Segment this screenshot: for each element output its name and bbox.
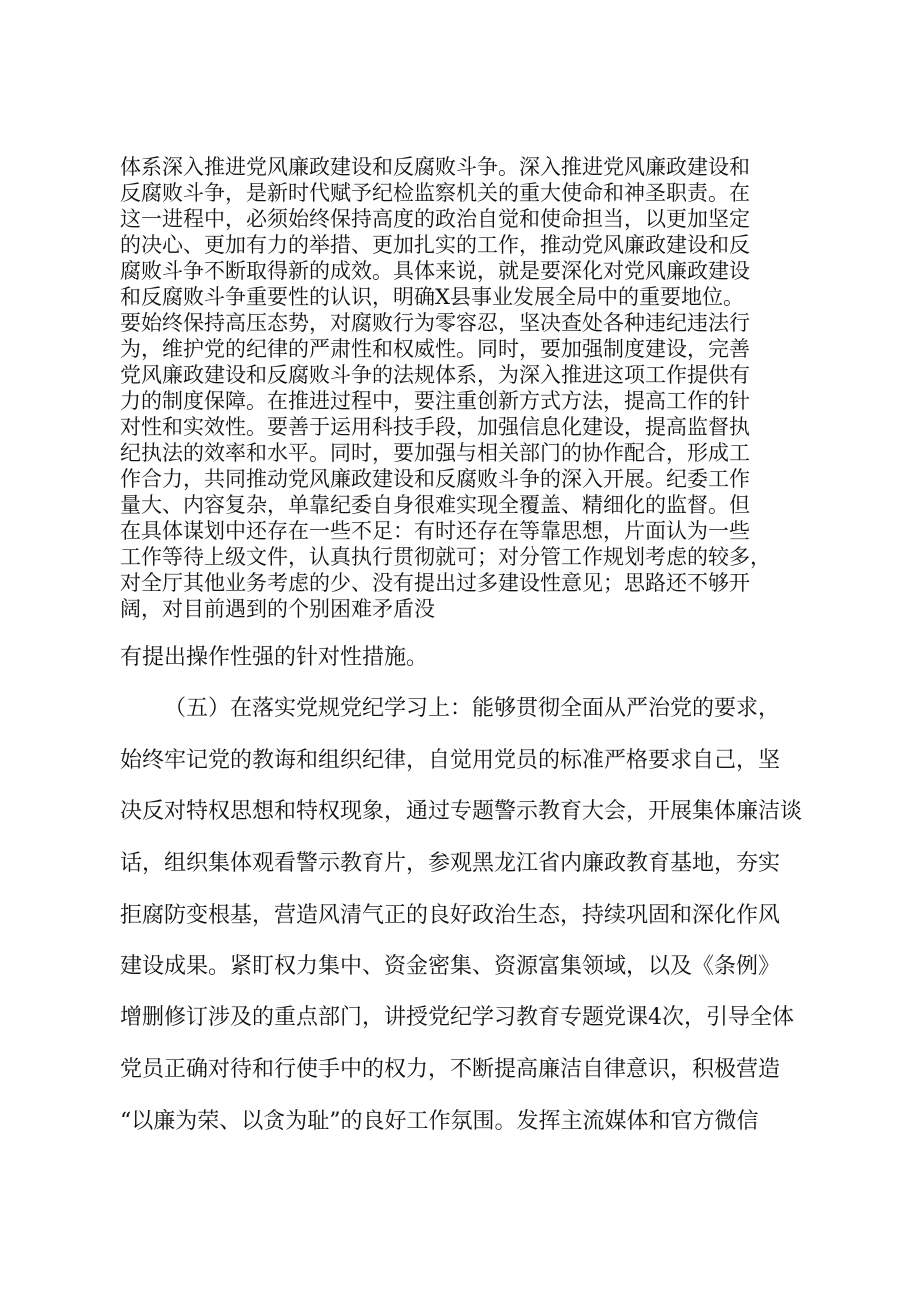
paragraph-line: 对全厅其他业务考虑的少、没有提出过多建设性意见；思路还不够开 xyxy=(120,571,750,595)
paragraph-line: 力的制度保障。在推进过程中，要注重创新方式方法，提高工作的针 xyxy=(120,389,750,413)
paragraph-line: 在具体谋划中还存在一些不足：有时还存在等靠思想，片面认为一些 xyxy=(120,519,750,543)
paragraph-line: 要始终保持高压态势，对腐败行为零容忍，坚决查处各种违纪违法行 xyxy=(120,311,750,335)
paragraph-line: 对性和实效性。要善于运用科技手段，加强信息化建设，提高监督执 xyxy=(120,415,750,439)
paragraph-line: 量大、内容复杂，单靠纪委自身很难实现全覆盖、精细化的监督。但 xyxy=(120,493,750,517)
paragraph-line: 工作等待上级文件，认真执行贯彻就可；对分管工作规划考虑的较多， xyxy=(120,545,771,569)
paragraph-line: 反腐败斗争，是新时代赋予纪检监察机关的重大使命和神圣职责。在 xyxy=(120,181,750,205)
paragraph-line: 纪执法的效率和水平。同时，要加强与相关部门的协作配合，形成工 xyxy=(120,441,750,465)
paragraph-line: 党风廉政建设和反腐败斗争的法规体系，为深入推进这项工作提供有 xyxy=(120,363,750,387)
paragraph-line: 阔，对目前遇到的个别困难矛盾没 xyxy=(120,597,435,621)
paragraph-line: 的决心、更加有力的举措、更加扎实的工作，推动党风廉政建设和反 xyxy=(120,233,750,257)
paragraph-line: 党员正确对待和行使手中的权力，不断提高廉洁自律意识，积极营造 xyxy=(120,1057,781,1082)
paragraph-line: 建设成果。紧盯权力集中、资金密集、资源富集领域，以及《条例》 xyxy=(120,954,781,979)
paragraph-line: 为，维护党的纪律的严肃性和权威性。同时，要加强制度建设，完善 xyxy=(120,337,750,361)
section-heading-line: （五）在落实党规党纪学习上：能够贯彻全面从严治党的要求， xyxy=(164,696,781,721)
paragraph-line: 作合力，共同推动党风廉政建设和反腐败斗争的深入开展。纪委工作 xyxy=(120,467,750,491)
paragraph-line: 话，组织集体观看警示教育片，参观黑龙江省内廉政教育基地，夯实 xyxy=(120,851,781,876)
paragraph-line: 这一进程中，必须始终保持高度的政治自觉和使命担当，以更加坚定 xyxy=(120,207,750,231)
paragraph-line: 始终牢记党的教诲和组织纪律，自觉用党员的标准严格要求自己，坚 xyxy=(120,748,781,773)
paragraph-line: 腐败斗争不断取得新的成效。具体来说，就是要深化对党风廉政建设 xyxy=(120,259,750,283)
paragraph-line: 拒腐防变根基，营造风清气正的良好政治生态，持续巩固和深化作风 xyxy=(120,903,781,928)
paragraph-line: 和反腐败斗争重要性的认识，明确X县事业发展全局中的重要地位。 xyxy=(120,285,744,309)
paragraph-line: 体系深入推进党风廉政建设和反腐败斗争。深入推进党风廉政建设和 xyxy=(120,155,750,179)
paragraph-line: 增删修订涉及的重点部门，讲授党纪学习教育专题党课4次，引导全体 xyxy=(120,1005,794,1030)
paragraph-line: “以廉为荣、以贪为耻”的良好工作氛围。发挥主流媒体和官方微信 xyxy=(120,1109,759,1134)
continuation-line: 有提出操作性强的针对性措施。 xyxy=(120,645,429,670)
paragraph-line: 决反对特权思想和特权现象，通过专题警示教育大会，开展集体廉洁谈 xyxy=(120,799,803,824)
